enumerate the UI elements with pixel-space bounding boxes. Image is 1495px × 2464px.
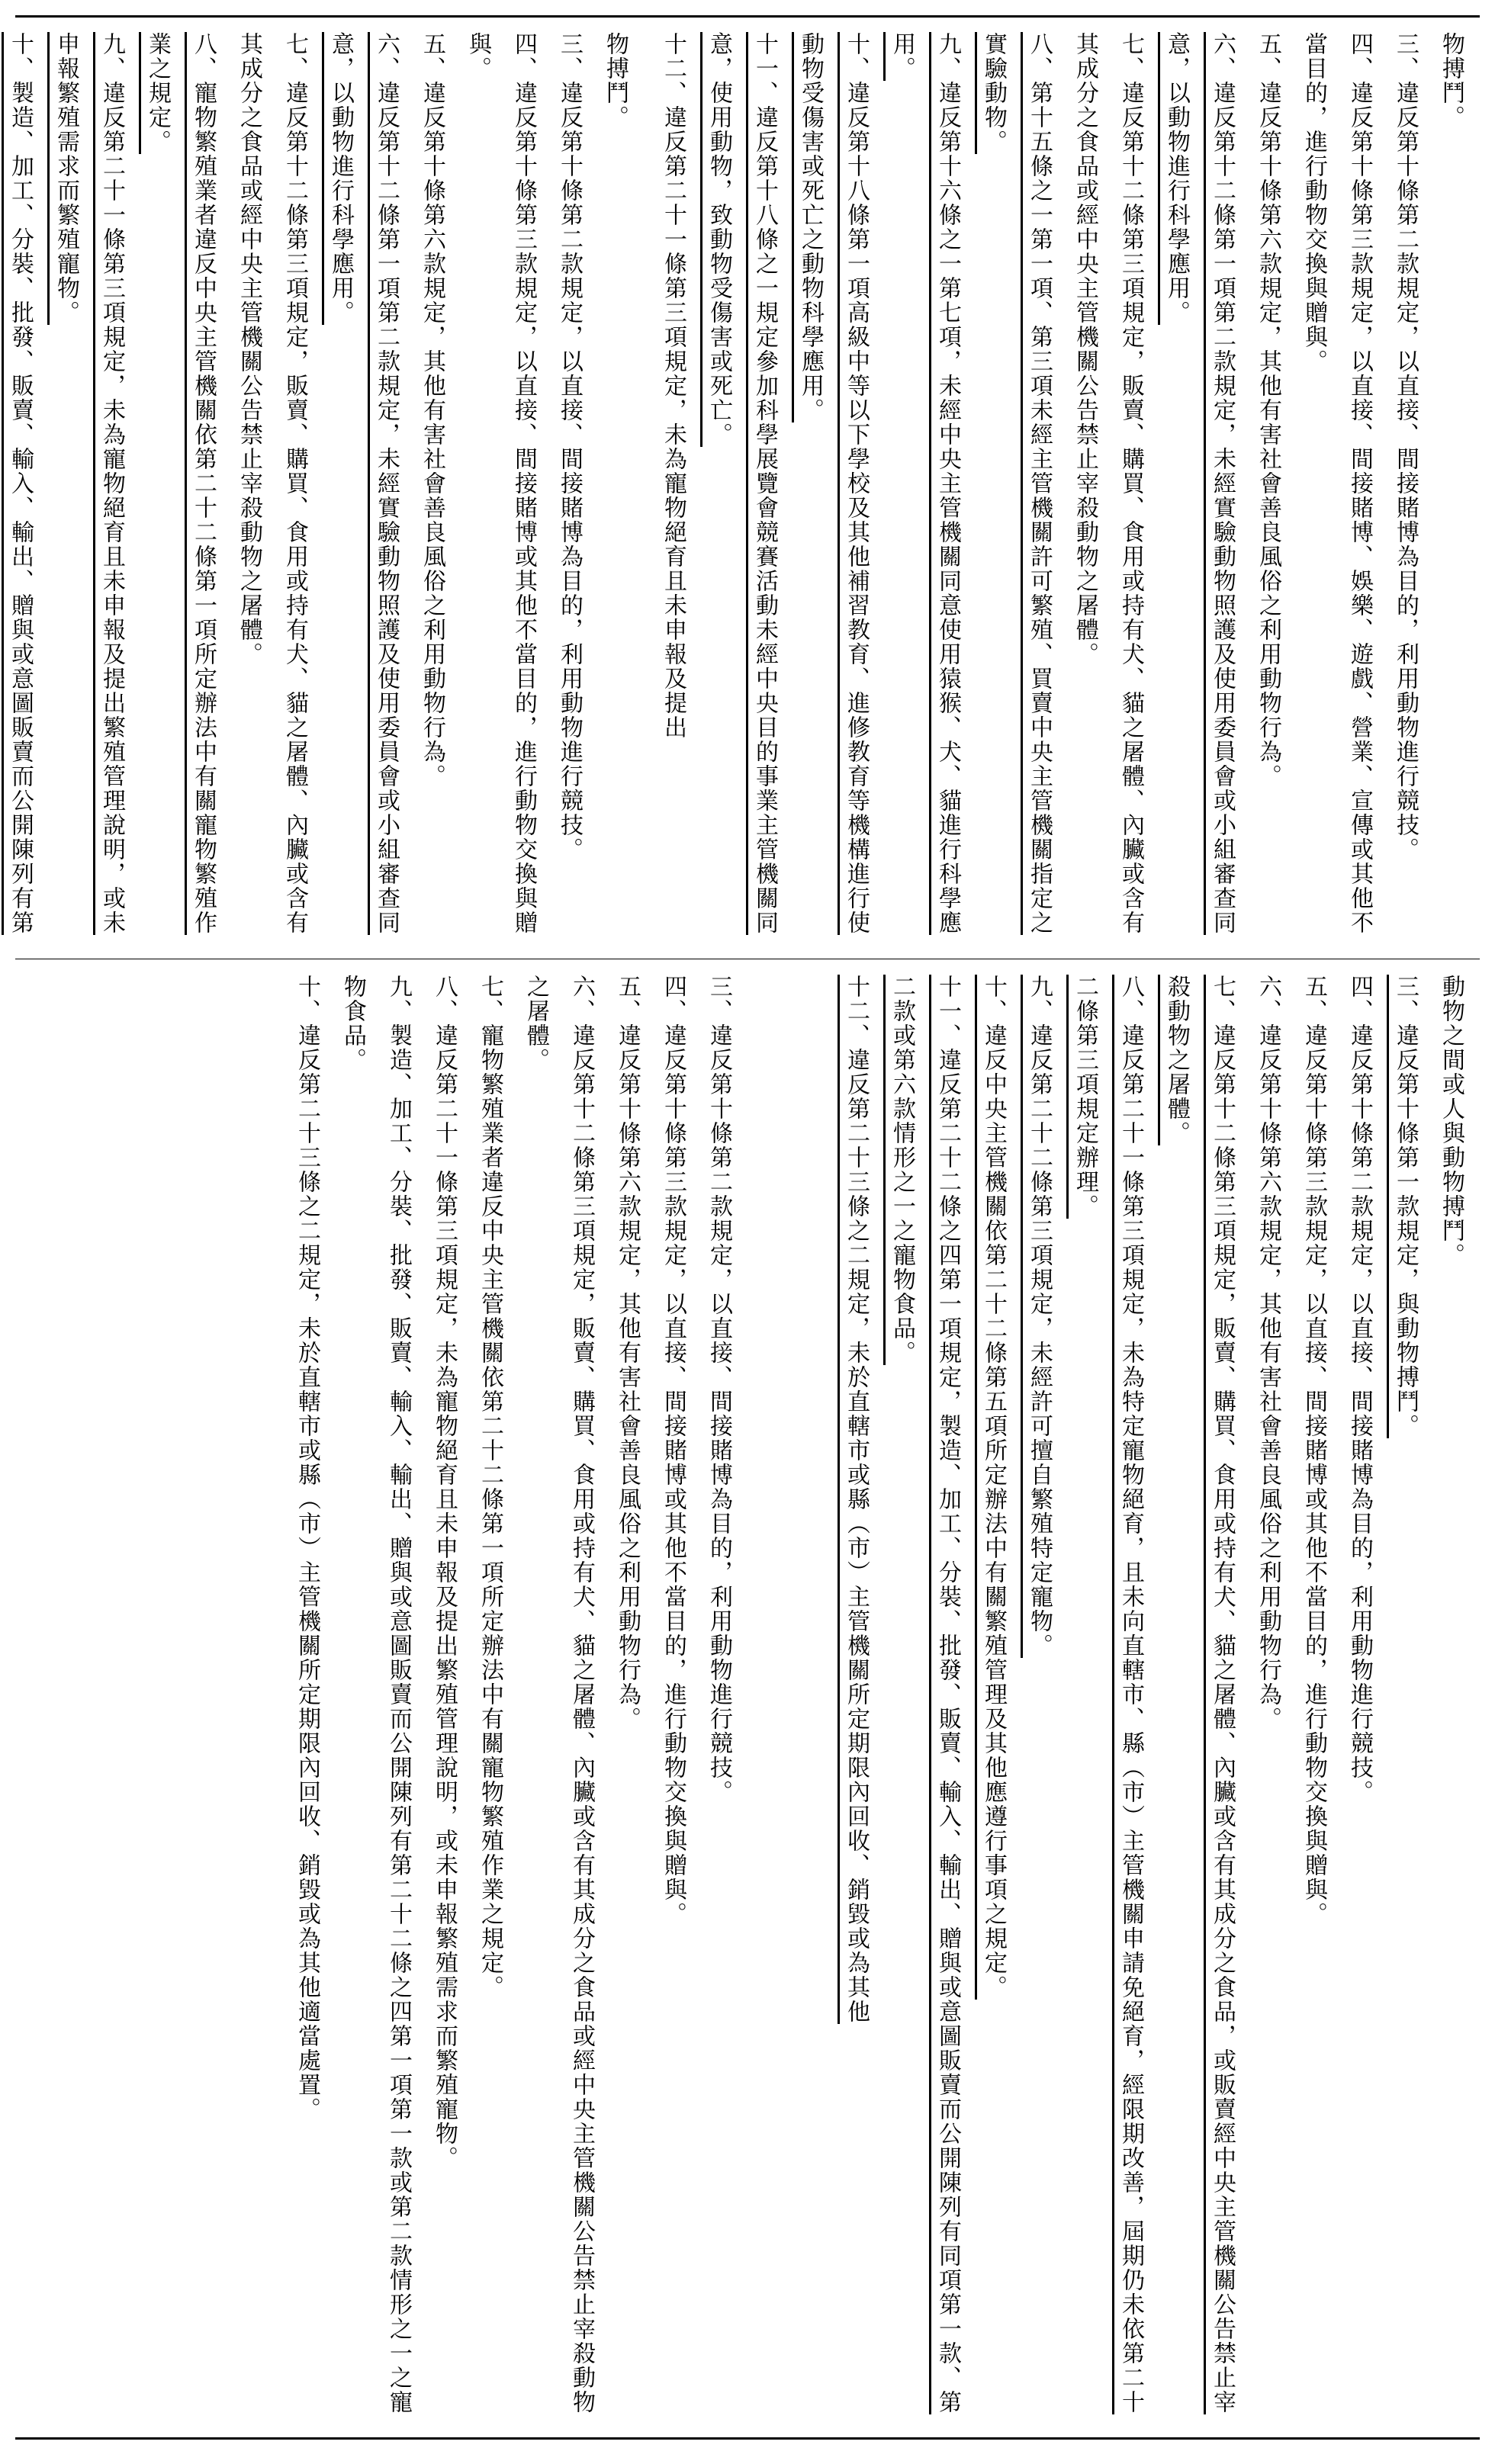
clause-item: 四、違反第十條第三款規定，以直接、間接賭博、娛樂、遊戲、營業、宣傳或其他不當目的，進行動物交換與贈與。 <box>1300 32 1373 935</box>
text-column <box>0 18 644 958</box>
clause-item: 八、違反第二十一條第三項規定，未為特定寵物絕育，且未向直轄市、縣（市）主管機關申請免絕育，經限期改善，屆期仍未依第二十二條第三項規定辦理。 <box>1072 975 1144 2414</box>
clause-item: 動物之間或人與動物搏鬥。 <box>1438 975 1464 1267</box>
top-rule <box>15 15 1480 18</box>
clause-item: 八、第十五條之一第一項、第三項未經主管機關許可繁殖、買賣中央主管機關指定之實驗動物。 <box>980 32 1053 935</box>
text-column <box>644 18 1480 958</box>
clause-item: 九、製造、加工、分裝、批發、販賣、輸入、輸出、贈與或意圖販賣而公開陳列有第二十二條之四第一項第一款或第二款情形之一之寵物食品。 <box>339 975 412 2414</box>
clause-item: 七、寵物繁殖業者違反中央主管機關依第二十二條第一項所定辦法中有關寵物繁殖作業之規定。 <box>477 975 503 2000</box>
clause-item: 三、違反第十條第二款規定，以直接、間接賭博為目的，利用動物進行競技。 <box>1392 32 1419 862</box>
clause-item: 三、違反第十條第二款規定，以直接、間接賭博為目的，利用動物進行競技。 <box>556 32 583 862</box>
clause-item: 十二、違反第二十一條第三項規定，未為寵物絕育且未申報及提出 <box>660 32 686 740</box>
clause-item: 六、違反第十條第六款規定，其他有害社會善良風俗之利用動物行為。 <box>1255 975 1281 1731</box>
clause-item: 十、違反第二十三條之二規定，未於直轄市或縣（市）主管機關所定期限內回收、銷毀或為其他適當處置。 <box>294 975 320 2122</box>
clause-item: 九、違反第十六條之一第七項，未經中央主管機關同意使用猿猴、犬、貓進行科學應用。 <box>889 32 961 935</box>
clause-item: 十、違反中央主管機關依第二十二條第五項所定辦法中有關繁殖管理及其他應遵行事項之規定。 <box>980 975 1007 2000</box>
clause-item: 五、違反第十條第三款規定，以直接、間接賭博或其他不當目的，進行動物交換與贈與。 <box>1300 975 1327 1926</box>
clause-item: 九、違反第二十二條第三項規定，未經許可擅自繁殖特定寵物。 <box>1026 975 1053 1658</box>
clause-item: 六、違反第十二條第一項第二款規定，未經實驗動物照護及使用委員會或小組審查同意，以動物進行科學應用。 <box>327 32 400 935</box>
clause-item: 四、違反第十條第二款規定，以直接、間接賭博為目的，利用動物進行競技。 <box>1346 975 1373 1804</box>
clause-item: 八、寵物繁殖業者違反中央主管機關依第二十二條第一項所定辦法中有關寵物繁殖作業之規定。 <box>144 32 217 935</box>
text-column <box>748 961 1480 2434</box>
bottom-rule <box>15 2437 1480 2440</box>
clause-item: 十一、違反第二十二條之四第一項規定，製造、加工、分裝、批發、販賣、輸入、輸出、贈與或意圖販賣而公開陳列有同項第一款、第二款或第六款情形之一之寵物食品。 <box>889 975 961 2414</box>
clause-item: 七、違反第十二條第三項規定，販賣、購買、食用或持有犬、貓之屠體、內臟或含有其成分之食品或經中央主管機關公告禁止宰殺動物之屠體。 <box>1072 32 1144 935</box>
clause-item: 物搏鬥。 <box>1438 32 1464 130</box>
clause-item: 三、違反第十條第二款規定，以直接、間接賭博為目的，利用動物進行競技。 <box>706 975 732 1804</box>
clause-item: 四、違反第十條第三款規定，以直接、間接賭博或其他不當目的，進行動物交換與贈與。 <box>465 32 537 935</box>
document-row-2 <box>15 961 1480 2434</box>
clause-item: 三、違反第十條第一款規定，與動物搏鬥。 <box>1392 975 1419 1438</box>
document-row-1 <box>7 18 1480 958</box>
clause-item: 十、違反第十八條第一項高級中等以下學校及其他補習教育、進修教育等機構進行使動物受傷害或死亡之動物科學應用。 <box>797 32 870 935</box>
clause-item: 六、違反第十二條第一項第二款規定，未經實驗動物照護及使用委員會或小組審查同意，以動物進行科學應用。 <box>1163 32 1236 935</box>
text-column <box>15 961 748 2434</box>
clause-item: 四、違反第十條第三款規定，以直接、間接賭博或其他不當目的，進行動物交換與贈與。 <box>660 975 686 1926</box>
clause-item: 八、違反第二十一條第三項規定，未為寵物絕育且未申報及提出繁殖管理說明，或未申報繁殖需求而繁殖寵物。 <box>431 975 458 2170</box>
clause-item: 十、製造、加工、分裝、批發、販賣、輸入、輸出、贈與或意圖販賣而公開陳列有第 <box>7 32 34 935</box>
clause-item: 五、違反第十條第六款規定，其他有害社會善良風俗之利用動物行為。 <box>419 32 445 789</box>
clause-item: 十一、違反第十八條之一規定參加科學展覽會競賽活動未經中央目的事業主管機關同意，使用動物，致動物受傷害或死亡。 <box>706 32 778 935</box>
clause-item: 六、違反第十二條第三項規定，販賣、購買、食用或持有犬、貓之屠體、內臟或含有其成分之食品或經中央主管機關公告禁止宰殺動物之屠體。 <box>522 975 595 2414</box>
clause-item: 七、違反第十二條第三項規定，販賣、購買、食用或持有犬、貓之屠體、內臟或含有其成分之食品，或販賣經中央主管機關公告禁止宰殺動物之屠體。 <box>1163 975 1236 2414</box>
clause-item: 九、違反第二十一條第三項規定，未為寵物絕育且未申報及提出繁殖管理說明，或未申報繁殖需求而繁殖寵物。 <box>53 32 125 935</box>
clause-item: 七、違反第十二條第三項規定，販賣、購買、食用或持有犬、貓之屠體、內臟或含有其成分之食品或經中央主管機關公告禁止宰殺動物之屠體。 <box>236 32 308 935</box>
clause-item: 五、違反第十條第六款規定，其他有害社會善良風俗之利用動物行為。 <box>1255 32 1281 789</box>
clause-item: 五、違反第十條第六款規定，其他有害社會善良風俗之利用動物行為。 <box>614 975 641 1731</box>
clause-item: 物搏鬥。 <box>602 32 629 130</box>
clause-item: 十二、違反第二十三條之二規定，未於直轄市或縣（市）主管機關所定期限內回收、銷毀或為其他 <box>843 975 870 2024</box>
